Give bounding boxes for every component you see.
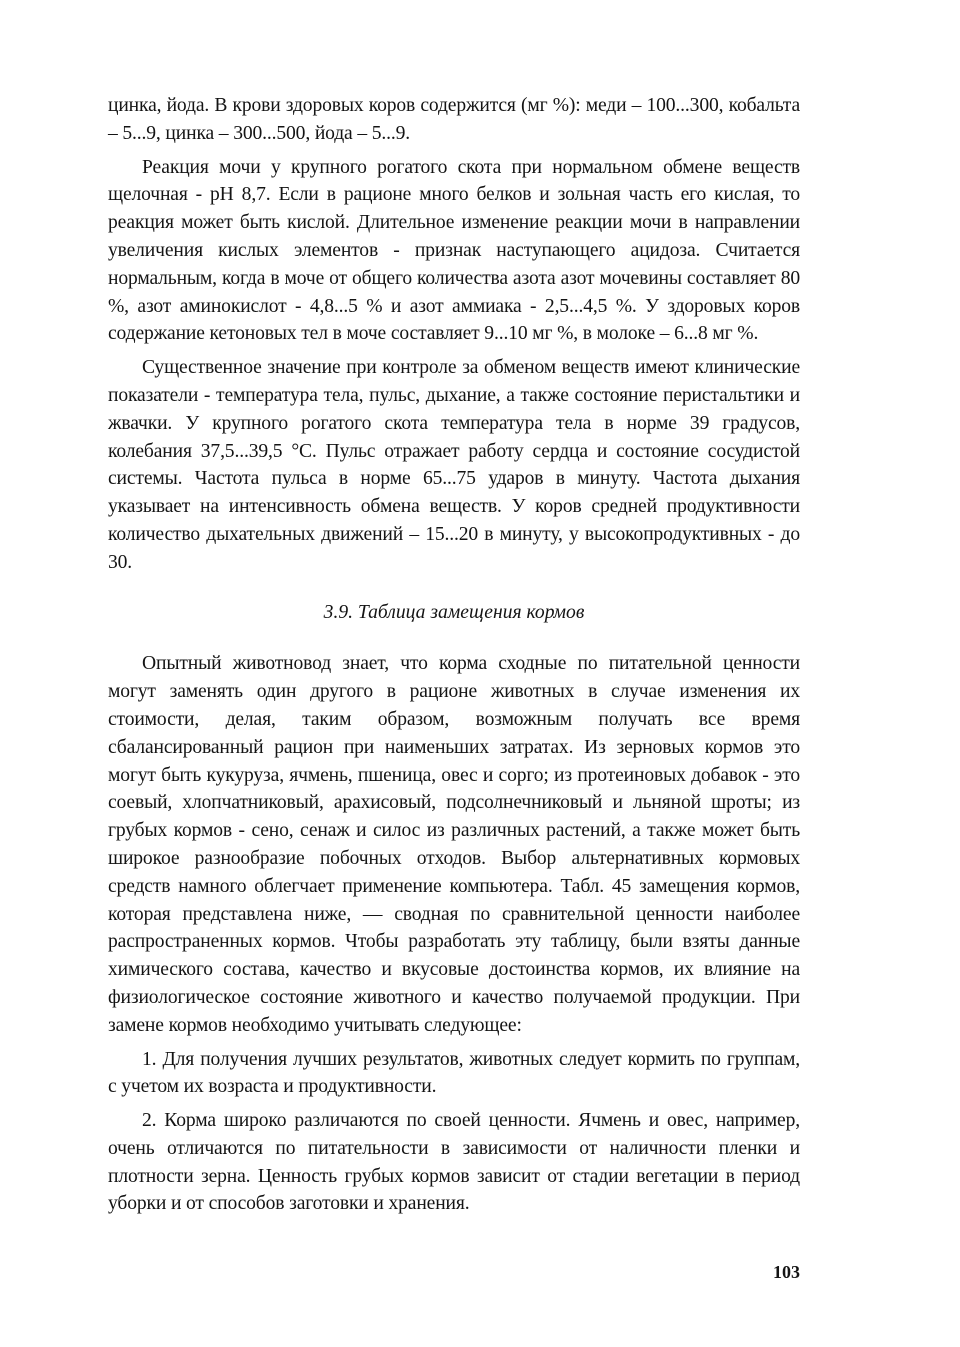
paragraph-feed-substitution: Опытный животновод знает, что корма сходные по питательной ценности могут заменять один другого в рационе животных в случае изменения их стоимости, делая, таким образом, возможным получать все время сбалансированный рацион при наименьших затратах. Из зерновых кормов это могут быть кукуруза, ячмень, пшеница, овес и сорго; из протеиновых добавок - это соевый, хлопчатниковый, арахисовый, подсолнечниковый и льняной шроты; из грубых кормов - сено, сенаж и силос из различных растений, а также может быть широкое разнообразие побочных отходов. Выбор альтернативных кормовых средств намного облегчает применение компьютера. Табл. 45 замещения кормов, которая представлена ниже, — сводная по сравнительной ценности наиболее распространенных кормов. Чтобы разработать эту таблицу, были взяты данные химического состава, качество и вкусовые достоинства кормов, их влияние на физиологическое состояние животного и качество получаемой продукции. При замене кормов необходимо учитывать следующее:: [108, 653, 800, 1036]
page-body: [108, 92, 800, 1218]
paragraph-urine-reaction: Реакция мочи у крупного рогатого скота при нормальном обмене веществ щелочная - pH 8,7. Если в рационе много белков и зольная часть его кислая, то реакция может быть кислой. Длительное изменение реакции мочи в направлении увеличения кислых элементов - признак наступающего ацидоза. Считается нормальным, когда в моче от общего количества азота азот мочевины составляет 80 %, азот аминокислот - 4,8...5 % и азот аммиака - 2,5...4,5 %. У здоровых коров содержание кетоновых тел в моче составляет 9...10 мг %, в молоке – 6...8 мг %.: [108, 156, 800, 345]
list-item-1: 1. Для получения лучших результатов, животных следует кормить по группам, с учетом их возраста и продуктивности.: [108, 1048, 800, 1098]
paragraph-clinical-indicators: Существенное значение при контроле за обменом веществ имеют клинические показатели - температура тела, пульс, дыхание, а также состояние перистальтики и жвачки. У крупного рогатого скота температура тела в норме 39 градусов, колебания 37,5...39,5 °С. Пульс отражает работу сердца и состояние сосудистой системы. Частота пульса в норме 65...75 ударов в минуту. Частота дыхания указывает на интенсивность обмена веществ. У коров средней продуктивности количество дыхательных движений – 15...20 в минуту, у высокопродуктивных - до 30.: [108, 357, 800, 573]
paragraph-continuation: цинка, йода. В крови здоровых коров содержится (мг %): меди – 100...300, кобальта – 5...9, цинка – 300...500, йода – 5...9.: [108, 95, 800, 144]
list-item-2: 2. Корма широко различаются по своей ценности. Ячмень и овес, например, очень отличаются по питательности в зависимости от наличности пленки и плотности зерна. Ценность грубых кормов зависит от стадии вегетации в период уборки и от способов заготовки и хранения.: [108, 1110, 800, 1215]
section-heading: 3.9. Таблица замещения кормов: [323, 601, 585, 623]
page-number: 103: [773, 1262, 800, 1282]
